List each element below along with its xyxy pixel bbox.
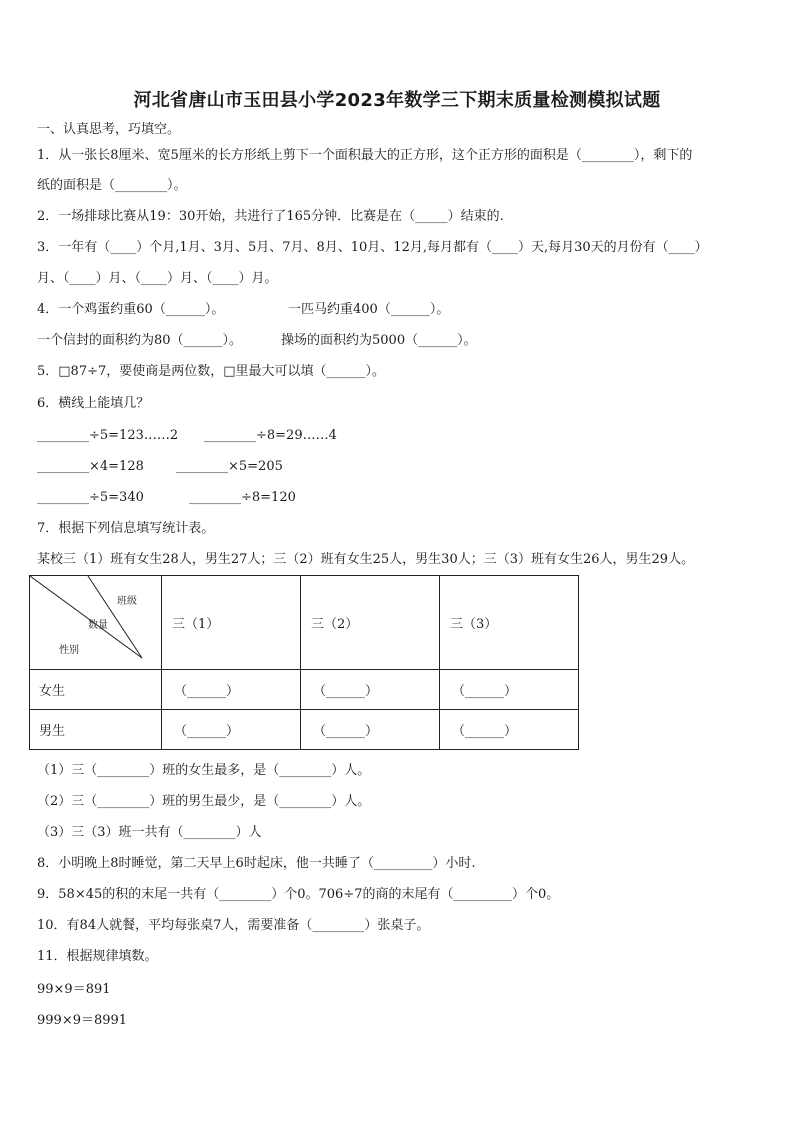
diag-label-gender: 性别 [59,645,79,656]
column-header: 三（2） [301,576,440,670]
question-4-b: 一匹马约重400（______）。 [288,302,450,317]
question-3-line-1: 3．一年有（____）个月,1月、3月、5月、7月、8月、10月、12月,每月都有（____）天,每月30天的月份有（____） [37,240,708,255]
question-10: 10．有84人就餐，平均每张桌7人，需要准备（________）张桌子。 [37,918,430,933]
row-label: 女生 [30,670,162,710]
section-heading: 一、认真思考，巧填空。 [37,122,181,137]
diag-label-quantity: 数量 [88,620,108,631]
table-cell: （______） [301,710,440,750]
diag-label-class: 班级 [117,596,137,607]
table-row [30,670,579,710]
question-7-sub-1: （1）三（________）班的女生最多，是（________）人。 [37,763,371,778]
question-6-a: ________÷5=123……2 [37,428,179,443]
question-3-line-2: 月、（____）月、（____）月、（____）月。 [37,271,278,286]
question-6: 6．横线上能填几？ [37,396,150,411]
pattern-line-2: 999×9＝8991 [37,1013,128,1028]
question-7-sub-3: （3）三（3）班一共有（________）人 [37,825,262,840]
question-4-c: 一个信封的面积约为80（______）。 [37,333,243,348]
table-cell: （______） [440,670,579,710]
question-5: 5．□87÷7，要使商是两位数，□里最大可以填（______）。 [37,364,386,379]
table-cell: （______） [301,670,440,710]
table-cell: （______） [440,710,579,750]
pattern-line-1: 99×9＝891 [37,982,111,997]
question-1-line-2: 纸的面积是（________）。 [37,178,187,193]
column-header: 三（1） [162,576,301,670]
question-4-d: 操场的面积约为5000（______）。 [281,333,477,348]
table-header-row [30,576,579,670]
diagonal-header-cell [30,576,162,670]
table-cell: （______） [162,670,301,710]
page-title: 河北省唐山市玉田县小学2023年数学三下期末质量检测模拟试题 [133,90,661,111]
question-4-a: 4．一个鸡蛋约重60（______）。 [37,302,225,317]
question-11: 11．根据规律填数。 [37,949,158,964]
question-9: 9．58×45的积的末尾一共有（________）个0。706÷7的商的末尾有（_________）个0。 [37,887,560,902]
question-6-c: ________×4=128 [37,459,144,474]
question-2: 2．一场排球比赛从19：30开始，共进行了165分钟．比赛是在（_____）结束的. [37,209,504,224]
question-7: 7．根据下列信息填写统计表。 [37,521,215,536]
question-7-info: 某校三（1）班有女生28人，男生27人；三（2）班有女生25人，男生30人；三（3）班有女生26人，男生29人。 [37,552,695,567]
question-6-f: ________÷8=120 [189,490,296,505]
statistics-table [29,575,579,750]
column-header: 三（3） [440,576,579,670]
question-8: 8．小明晚上8时睡觉，第二天早上6时起床，他一共睡了（_________）小时. [37,856,476,871]
question-6-e: ________÷5=340 [37,490,144,505]
question-6-d: ________×5=205 [176,459,283,474]
row-label: 男生 [30,710,162,750]
table-cell: （______） [162,710,301,750]
question-1-line-1: 1．从一张长8厘米、宽5厘米的长方形纸上剪下一个面积最大的正方形，这个正方形的面积是（________），剩下的 [37,148,693,163]
question-6-b: ________÷8=29……4 [204,428,337,443]
table-row [30,710,579,750]
question-7-sub-2: （2）三（________）班的男生最少，是（________）人。 [37,794,371,809]
